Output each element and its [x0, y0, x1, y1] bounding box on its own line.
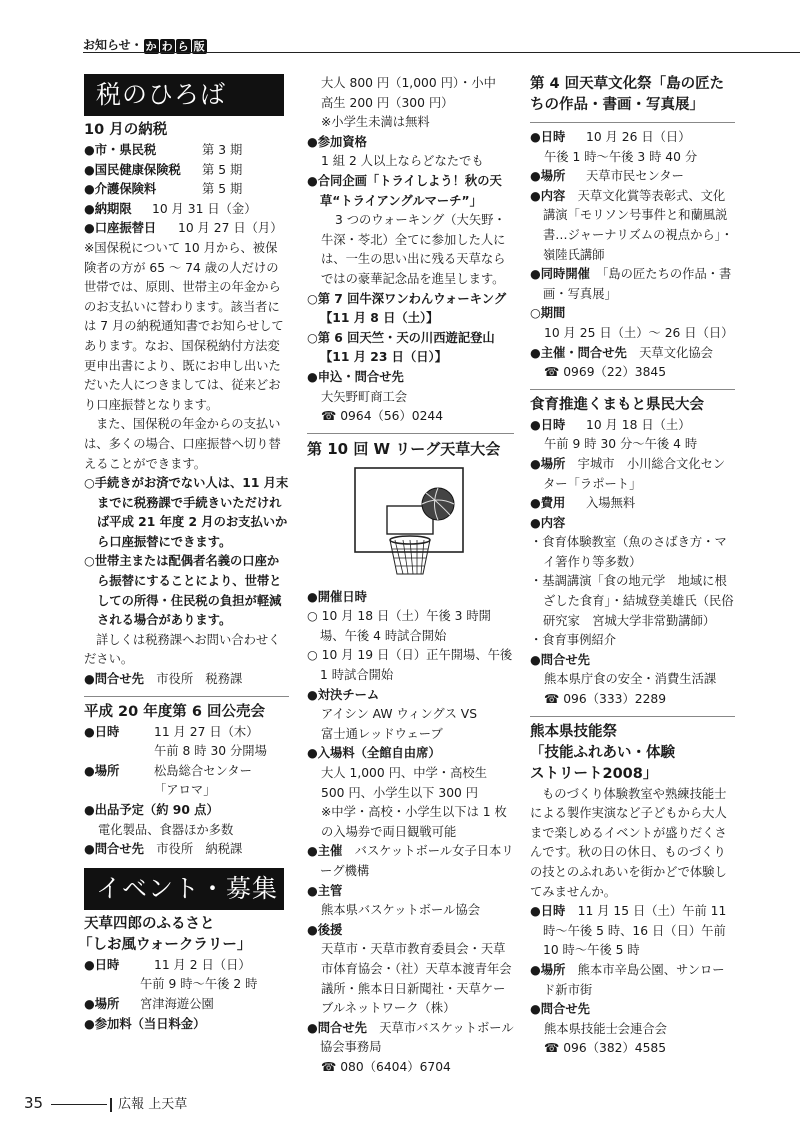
- wleague-host-value: バスケットボール女子日本リーグ機構: [320, 844, 514, 878]
- auction-title: 平成 20 年度第 6 回公売会: [84, 703, 265, 720]
- wleague-fee-label: ●入場料（全館自由席）: [307, 746, 441, 761]
- basketball-hoop-icon: [307, 460, 514, 588]
- art-parallel-label: ●同時開催: [530, 267, 590, 282]
- column-3: [530, 74, 735, 1059]
- food-place-label: ●場所: [530, 456, 566, 471]
- skill-description: ものづくり体験教室や熟練技能士による製作実演など子どもから大人まで楽しめるイベントが盛りだくさんです。秋の日の休日、ものづくりの技とのふれあいを街かどで体験してみませんか。: [530, 786, 727, 899]
- tax-row-key: ●介護保険料: [84, 182, 157, 197]
- header-label: お知らせ・: [83, 38, 143, 52]
- divider: [530, 122, 735, 123]
- walk-fee-line: 高生 200 円（300 円）: [321, 95, 454, 110]
- divider: [530, 716, 735, 717]
- footer-line: [51, 1104, 107, 1105]
- art-parallel-value: 「島の匠たちの作品・書画・写真展」: [543, 267, 732, 301]
- art-tel: ☎ 0969（22）3845: [544, 365, 667, 380]
- wleague-fee-note: ※中学・高校・小学生以下は 1 枚の入場券で両日観戦可能: [321, 805, 507, 839]
- tax-row-key: ●口座振替日: [84, 221, 157, 236]
- joint-plan-label: ●合同企画「トライしよう！秋の天草“トライアングルマーチ”」: [307, 173, 502, 208]
- auction-place-label: ●場所: [84, 763, 120, 778]
- divider: [530, 389, 735, 390]
- header-tag: か: [145, 40, 157, 53]
- skill-title-1: 熊本県技能祭: [530, 723, 617, 740]
- auction-date-label: ●日時: [84, 724, 120, 739]
- tax-bullet-2: ○世帯主または配偶者名義の口座から振替にすることにより、世帯としての所得・住民税の負担が軽減される場合があります。: [84, 554, 282, 628]
- tax-bullet-1: ○手続きがお済でない人は、11 月末までに税務課で手続きいただければ平成 21 年度 2 月のお支払いから口座振替にできます。: [84, 476, 289, 549]
- tax-row-key: ●納期限: [84, 201, 132, 216]
- food-title: 食育推進くまもと県民大会: [530, 396, 704, 413]
- wleague-team-1: アイシン AW ウィングス VS: [321, 707, 477, 722]
- tax-note-1: ※国保税について 10 月から、被保険者の方が 65 ～ 74 歳の人だけの世帯では、原則、世帯主の年金からのお支払いに替わります。該当者には 7 月の納税通知書でお知らせしてあります。なお、国保税納付方法変更申出書により、既にお申し出いただいた人につきましては、従来どおり口座振替となります。: [84, 240, 284, 412]
- wleague-date-2: ○ 10 月 19 日（日）正午開場、午後 1 時試合開始: [307, 648, 513, 683]
- wleague-contact-value: 天草市バスケットボール協会事務局: [320, 1020, 514, 1055]
- qualification-value: 1 組 2 人以上ならどなたでも: [321, 154, 484, 169]
- tax-title: 10 月の納税: [84, 122, 168, 138]
- walk-place-value: 宮津海遊公園: [140, 996, 214, 1011]
- tax-banner: 税のひろば: [84, 74, 284, 116]
- auction-items-label: ●出品予定（約 90 点）: [84, 803, 219, 817]
- event-1: ○第 7 回牛深ワンわんウォーキング【11 月 8 日（土）】: [307, 291, 507, 326]
- food-tel: ☎ 096（333）2289: [544, 692, 667, 707]
- tax-contact-label: ●問合せ先: [84, 672, 144, 687]
- event-2: ○第 6 回天竺・天の川西遊記登山【11 月 23 日（日）】: [307, 330, 495, 365]
- art-content-label: ●内容: [530, 188, 566, 203]
- auction-place-value: 松島総合センター: [154, 763, 252, 778]
- header-tag: わ: [161, 40, 173, 53]
- walk-place-label: ●場所: [84, 996, 120, 1011]
- auction-items-value: 電化製品、食器ほか多数: [98, 822, 234, 837]
- tax-row-value: 第 5 期: [202, 162, 243, 177]
- skill-title-3: ストリート2008」: [530, 765, 658, 782]
- tax-rows: [84, 141, 289, 239]
- tax-row-value: 10 月 31 日（金）: [152, 201, 257, 216]
- column-2: [307, 74, 514, 1078]
- food-item: ・食育体験教室（魚のさばき方・マイ箸作り等多数）: [530, 535, 727, 569]
- header-rule: [83, 52, 800, 53]
- art-place-value: 天草市民センター: [586, 169, 684, 184]
- walk-fee-label: ●参加料（当日料金）: [84, 1016, 206, 1031]
- event-banner: イベント・募集: [84, 868, 284, 910]
- food-date-label: ●日時: [530, 417, 566, 432]
- wleague-date-label: ●開催日時: [307, 589, 367, 604]
- art-contact-label: ●主催・問合せ先: [530, 345, 627, 360]
- art-date-value-2: 午後 1 時～午後 3 時 40 分: [544, 149, 698, 164]
- qualification-label: ●参加資格: [307, 134, 367, 149]
- walk-fee-line: ※小学生未満は無料: [321, 115, 430, 130]
- skill-date-value: 11 月 15 日（土）午前 11 時～午後 5 時、16 日（日）午前 10 時～午後 5 時: [543, 904, 727, 958]
- walk-title-1: 天草四郎のふるさと: [84, 915, 215, 932]
- header-tag: ら: [177, 40, 189, 53]
- auction-contact-label: ●問合せ先: [84, 842, 144, 857]
- food-date-value: 10 月 18 日（土）: [586, 417, 691, 432]
- apply-label: ●申込・問合せ先: [307, 369, 404, 384]
- tax-row-value: 10 月 27 日（月）: [178, 221, 283, 236]
- apply-tel: ☎ 0964（56）0244: [321, 409, 444, 424]
- tax-row-value: 第 3 期: [202, 143, 243, 157]
- tax-row-key: ●国民健康保険税: [84, 162, 181, 177]
- walk-date-value: 11 月 2 日（日）: [154, 957, 251, 972]
- walk-date-label: ●日時: [84, 957, 120, 972]
- page-header: [83, 34, 208, 53]
- tax-note-2: また、国保税の年金からの支払いは、多くの場合、口座振替へ切り替えることができます。: [84, 417, 281, 471]
- divider: [84, 696, 289, 697]
- skill-tel: ☎ 096（382）4585: [544, 1041, 667, 1056]
- food-fee-value: 入場無料: [586, 496, 636, 511]
- art-content-value: 天草文化賞等表彰式、文化講演「モリソン号事件と和蘭風説書…ジャーナリズムの視点から」・嶺陸氏講師: [543, 188, 734, 262]
- skill-title-2: 「技能ふれあい・体験: [530, 744, 675, 761]
- food-contact-label: ●問合せ先: [530, 652, 590, 667]
- art-date-value: 10 月 26 日（日）: [586, 130, 691, 144]
- wleague-title: 第 10 回 W リーグ天草大会: [307, 439, 501, 458]
- column-1: [78, 74, 289, 1034]
- tax-contact-value: 市役所 税務課: [156, 672, 243, 687]
- page-number: 35: [24, 1094, 44, 1112]
- header-tag: 版: [193, 40, 205, 53]
- footer-tick: [110, 1098, 112, 1112]
- wleague-support-value: 天草市・天草市教育委員会・天草市体育協会・（社）天草本渡青年会議所・熊本日日新聞社・天草ケーブルネットワーク（株）: [321, 942, 512, 1016]
- food-content-label: ●内容: [530, 515, 566, 530]
- auction-date-value: 11 月 27 日（木）: [154, 724, 259, 739]
- divider: [307, 433, 514, 434]
- skill-contact-value: 熊本県技能士会連合会: [544, 1021, 667, 1036]
- art-title: 第 4 回天草文化祭「島の匠たちの作品・書画・写真展」: [530, 76, 725, 113]
- auction-place-value-2: 「アロマ」: [154, 783, 216, 798]
- skill-date-label: ●日時: [530, 904, 566, 919]
- wleague-support-label: ●後援: [307, 922, 343, 937]
- art-contact-value: 天草文化協会: [639, 345, 713, 360]
- walk-fee-line: 大人 800 円（1,000 円）・小中: [321, 76, 496, 90]
- tax-note-3: 詳しくは税務課へお問い合わせください。: [84, 632, 281, 667]
- apply-value: 大矢野町商工会: [321, 389, 408, 404]
- tax-row-key: ●市・県民税: [84, 143, 157, 157]
- food-date-value-2: 午前 9 時 30 分～午後 4 時: [544, 437, 698, 452]
- auction-date-value-2: 午前 8 時 30 分開場: [154, 744, 267, 759]
- wleague-contact-label: ●問合せ先: [307, 1020, 367, 1035]
- food-place-value: 宇城市 小川総合文化センター「ラポート」: [543, 456, 726, 491]
- tax-row-value: 第 5 期: [202, 182, 243, 197]
- art-place-label: ●場所: [530, 169, 566, 184]
- wleague-host-label: ●主催: [307, 844, 343, 859]
- art-period-label: ○期間: [530, 306, 566, 321]
- wleague-team-2: 富士通レッドウェーブ: [321, 726, 443, 741]
- publication-title: 広報 上天草: [118, 1097, 188, 1112]
- walk-date-value-2: 午前 9 時～午後 2 時: [140, 977, 258, 992]
- wleague-date-1: ○ 10 月 18 日（土）午後 3 時開場、午後 4 時試合開始: [307, 609, 491, 643]
- skill-place-value: 熊本市辛島公園、サンロード新市街: [543, 962, 725, 997]
- page-footer: [24, 1093, 187, 1112]
- wleague-fee-value: 大人 1,000 円、中学・高校生 500 円、小学生以下 300 円: [321, 766, 487, 800]
- auction-contact-value: 市役所 納税課: [156, 842, 243, 857]
- skill-contact-label: ●問合せ先: [530, 1002, 590, 1017]
- basketball-illustration: [307, 460, 514, 588]
- food-fee-label: ●費用: [530, 496, 566, 511]
- food-contact-value: 熊本県庁食の安全・消費生活課: [544, 672, 717, 687]
- wleague-org-label: ●主管: [307, 883, 343, 898]
- skill-place-label: ●場所: [530, 962, 566, 977]
- art-date-label: ●日時: [530, 130, 566, 144]
- joint-plan-value: 3 つのウォーキング（大矢野・牛深・苓北）全てに参加した人には、一生の思い出に残る天草ならではの豪華記念品を進呈します。: [321, 213, 506, 286]
- art-period-value: 10 月 25 日（土）～ 26 日（日）: [544, 325, 734, 340]
- wleague-org-value: 熊本県バスケットボール協会: [321, 903, 480, 918]
- walk-title-2: 「しお風ウォークラリー」: [78, 936, 252, 953]
- wleague-team-label: ●対決チーム: [307, 687, 380, 702]
- food-item: ・食育事例紹介: [530, 633, 617, 648]
- food-item: ・基調講演「食の地元学 地域に根ざした食育」・結城登美雄氏（民俗研究家 宮城大学非常勤講師）: [530, 574, 734, 628]
- wleague-tel: ☎ 080（6404）6704: [321, 1059, 451, 1074]
